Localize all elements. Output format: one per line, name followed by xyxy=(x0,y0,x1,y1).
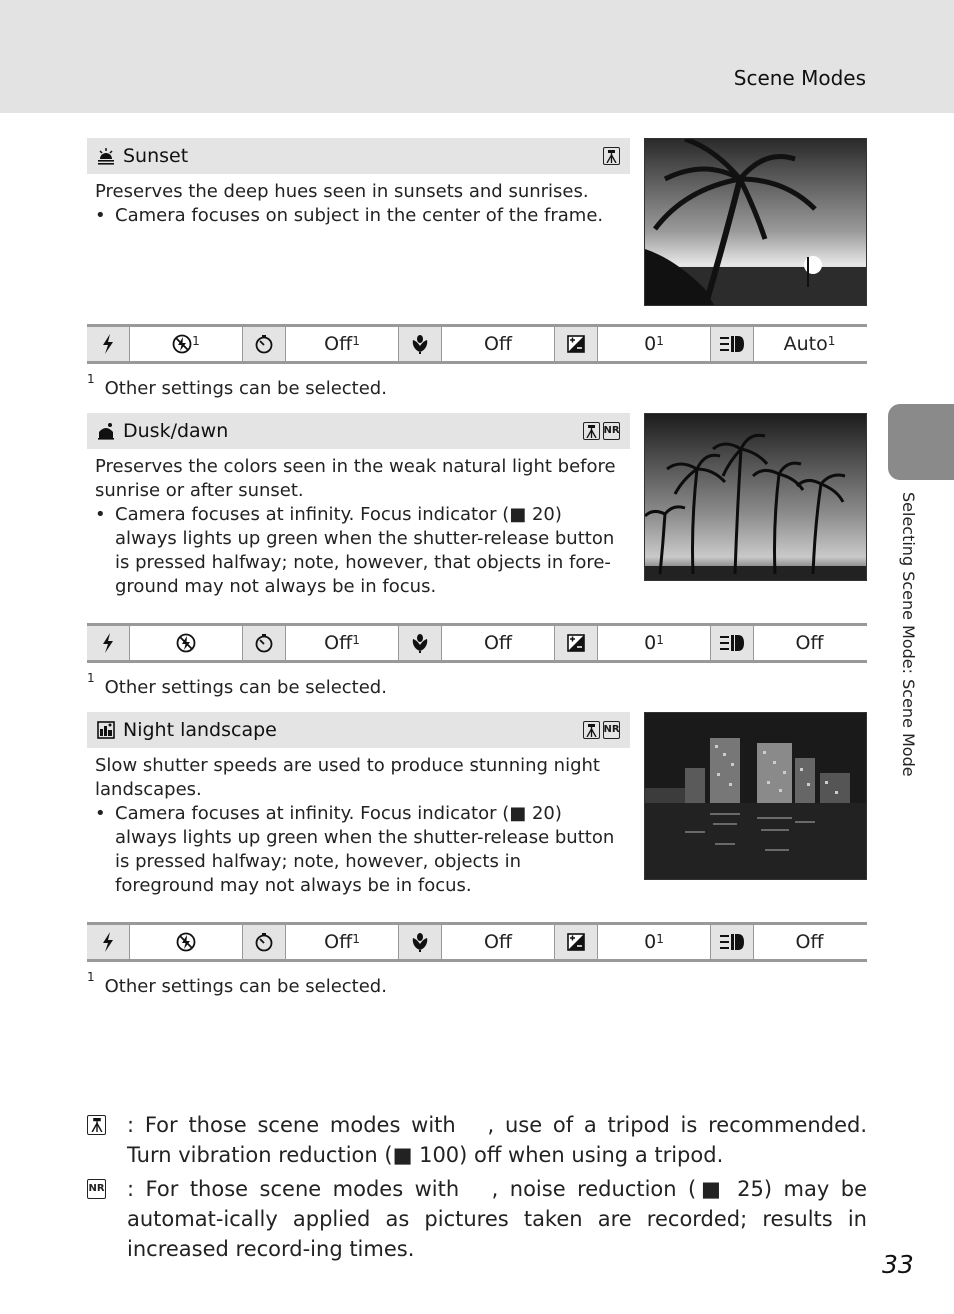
macro-icon xyxy=(399,327,442,361)
selftimer-icon xyxy=(243,327,286,361)
bss-icon xyxy=(711,327,754,361)
dusk-palm-photo xyxy=(644,413,867,581)
selftimer-value: Off $^1$ xyxy=(286,626,399,660)
exposure-value: 0 $^1$ xyxy=(598,925,711,959)
bullet-text: Camera focuses at infinity. Focus indicator (■ 20) always lights up green when the shutter-release button is pressed halfway; note, however, objects in foreground may not always be in focus. xyxy=(115,803,615,896)
flash-off-cell: 1 xyxy=(130,327,243,361)
exposure-value: 0 $^1$ xyxy=(598,626,711,660)
footnote: $^1$ Other settings can be selected. xyxy=(87,372,387,399)
exposure-comp-icon xyxy=(555,327,598,361)
bullet-text: Camera focuses on subject in the center of the frame. xyxy=(115,205,604,226)
description-text: Preserves the deep hues seen in sunsets and sunrises. xyxy=(95,181,589,202)
mode-sunset xyxy=(87,138,867,408)
page-number: 33 xyxy=(882,1250,914,1279)
bullet-text: Camera focuses at infinity. Focus indicator (■ 20) always lights up green when the shutter-release button is pressed halfway; note, however, that objects in fore-ground may not always be in focus. xyxy=(115,504,615,597)
mode-header xyxy=(87,712,630,748)
flash-icon xyxy=(87,626,130,660)
macro-value: Off xyxy=(442,925,555,959)
sunset-palm-photo xyxy=(644,138,867,306)
mode-header xyxy=(87,413,630,449)
footnote: $^1$ Other settings can be selected. xyxy=(87,671,387,698)
bss-value: Off xyxy=(795,931,824,953)
sunset-icon xyxy=(97,147,115,165)
tripod-icon xyxy=(583,422,600,440)
top-band xyxy=(0,0,954,113)
macro-icon xyxy=(399,626,442,660)
flash-icon xyxy=(87,327,130,361)
footnote: $^1$ Other settings can be selected. xyxy=(87,970,387,997)
selftimer-value: Off $^1$ xyxy=(286,925,399,959)
flash-off-cell xyxy=(130,626,243,660)
bss-icon xyxy=(711,925,754,959)
noise-reduction-icon: NR xyxy=(603,422,620,440)
noise-reduction-note-text: : For those scene modes with , noise reduction (■ 25) may be automat-ically applied as pictures taken are recorded; results in increased record-ing times. xyxy=(127,1177,867,1261)
tripod-note-text: : For those scene modes with , use of a tripod is recommended. Turn vibration reduction (■ 100) off when using a tripod. xyxy=(127,1113,867,1167)
noise-reduction-icon: NR xyxy=(87,1179,106,1199)
flash-off-icon xyxy=(176,633,196,653)
noise-reduction-note xyxy=(87,1174,867,1264)
macro-value: Off xyxy=(442,327,555,361)
selftimer-value: Off $^1$ xyxy=(286,327,399,361)
night-city-photo xyxy=(644,712,867,880)
tripod-icon xyxy=(87,1115,106,1135)
selftimer-icon xyxy=(243,626,286,660)
bss-icon xyxy=(711,626,754,660)
noise-reduction-icon: NR xyxy=(603,721,620,739)
mode-description: Preserves the colors seen in the weak natural light before sunrise or after sunset. • Camera focuses at infinity. Focus indicator (■ 20) always lights up green when the shutter-release button is pressed halfway; note, however, that objects in fore-ground may not always be in focus. xyxy=(95,455,625,599)
settings-bar xyxy=(87,922,867,962)
flash-icon xyxy=(87,925,130,959)
mode-name: Dusk/dawn xyxy=(123,420,229,442)
macro-icon xyxy=(399,925,442,959)
mode-name: Night landscape xyxy=(123,719,277,741)
night-landscape-icon xyxy=(97,721,115,739)
chapter-tab xyxy=(888,404,954,480)
flash-off-icon xyxy=(176,932,196,952)
selftimer-icon xyxy=(243,925,286,959)
macro-value: Off xyxy=(442,626,555,660)
bss-value: Auto $^1$ xyxy=(783,333,836,355)
chapter-label: Selecting Scene Mode: Scene Mode xyxy=(899,492,918,777)
mode-name: Sunset xyxy=(123,145,189,167)
flash-off-icon xyxy=(172,334,192,354)
exposure-comp-icon xyxy=(555,626,598,660)
notes xyxy=(87,1110,867,1268)
description-text: Preserves the colors seen in the weak natural light before sunrise or after sunset. xyxy=(95,456,616,501)
description-text: Slow shutter speeds are used to produce stunning night landscapes. xyxy=(95,755,600,800)
tripod-icon xyxy=(583,721,600,739)
bss-value: Off xyxy=(795,632,824,654)
settings-bar xyxy=(87,623,867,663)
flash-off-cell xyxy=(130,925,243,959)
section-title: Scene Modes xyxy=(733,66,866,90)
mode-dusk-dawn xyxy=(87,413,867,703)
tripod-note xyxy=(87,1110,867,1170)
exposure-value: 0 $^1$ xyxy=(598,327,711,361)
tripod-icon xyxy=(603,147,620,165)
settings-bar xyxy=(87,324,867,364)
mode-description: Preserves the deep hues seen in sunsets and sunrises. • Camera focuses on subject in the center of the frame. xyxy=(95,180,625,228)
exposure-comp-icon xyxy=(555,925,598,959)
mode-description: Slow shutter speeds are used to produce stunning night landscapes. • Camera focuses at infinity. Focus indicator (■ 20) always lights up green when the shutter-release button is pressed halfway; note, however, objects in foreground may not always be in focus. xyxy=(95,754,625,898)
mode-night-landscape xyxy=(87,712,867,1002)
dusk-dawn-icon xyxy=(97,422,115,440)
mode-header xyxy=(87,138,630,174)
